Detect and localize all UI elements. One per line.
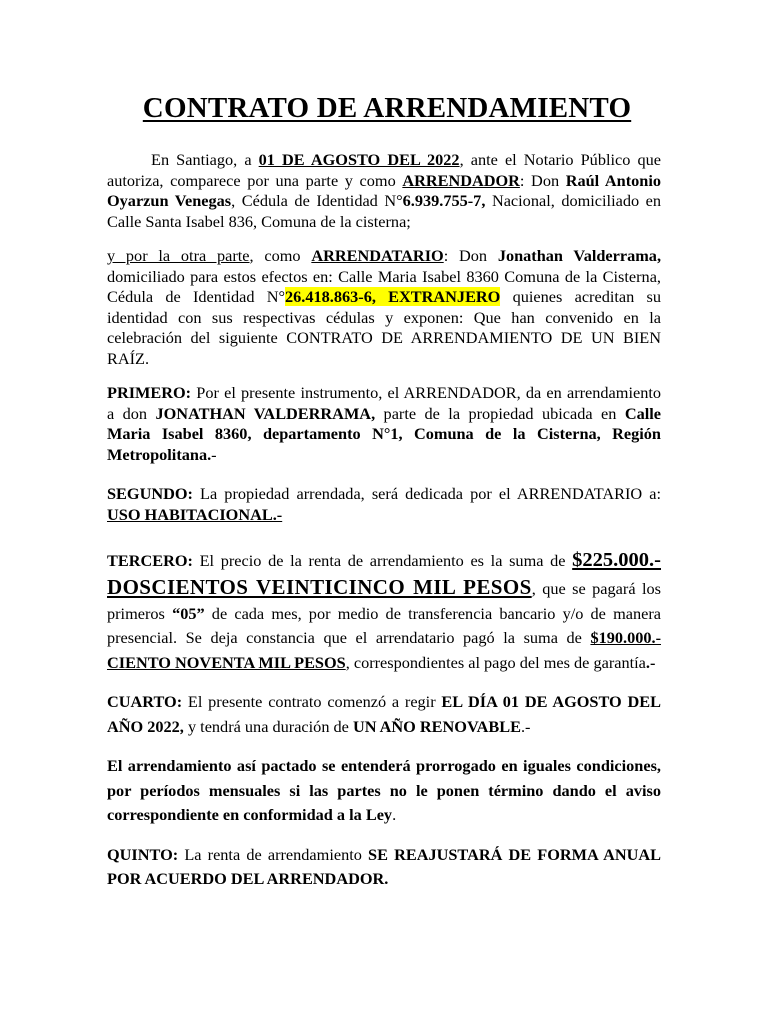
clause-tercero: TERCERO: El precio de la renta de arrendamiento es la suma de $225.000.- DOSCIENTOS VEINTICINCO MIL PESOS, que se pagará los primeros “05” de cada mes, por medio de transferencia bancario y/o de manera presencial. Se deja constancia que el arrendatario pagó la suma de $190.000.- CIENTO NOVENTA MIL PESOS, correspondientes al pago del mes de garantía.- [107, 549, 661, 672]
clause-quinto: QUINTO: La renta de arrendamiento SE REAJUSTARÁ DE FORMA ANUAL POR ACUERDO DEL ARRENDADOR. [107, 844, 662, 888]
clause-primero: PRIMERO: Por el presente instrumento, el ARRENDADOR, da en arrendamiento a don JONATHAN VALDERRAMA, parte de la propiedad ubicada en Calle Maria Isabel 8360, departamento N°1, Comuna de la Cisterna, Región Metropolitana.- [107, 383, 661, 464]
arrendatario-name: Jonathan Valderrama, [497, 246, 662, 265]
clause-segundo: SEGUNDO: La propiedad arrendada, será dedicada por el ARRENDATARIO a: USO HABITACIONAL.- [107, 484, 661, 524]
contract-page [107, 88, 661, 892]
arrendador-role: ARRENDADOR [402, 170, 520, 190]
clause-prorroga: El arrendamiento así pactado se entenderá prorrogado en iguales condiciones, por períodos mensuales si las partes no le ponen término dando el aviso correspondiente en conformidad a la Ley. [107, 756, 661, 824]
paragraph-comparecencia-arrendatario: y por la otra parte, como ARRENDATARIO: Don Jonathan Valderrama, domiciliado para estos efectos en: Calle Maria Isabel 8360 Comuna de la Cisterna, Cédula de Identidad N°26.418.863-6, EXTRANJERO quienes acreditan su identidad con sus respectivas cédulas y exponen: Que han convenido en la celebración del siguiente CONTRATO DE ARRENDAMIENTO DE UN BIEN RAÍZ. [107, 246, 662, 368]
deposit-amount: $190.000.- CIENTO NOVENTA MIL PESOS [107, 628, 661, 672]
clause-label: CUARTO: [107, 692, 183, 711]
clause-label: QUINTO: [107, 844, 179, 864]
property-use: USO HABITACIONAL.- [107, 504, 283, 524]
arrendatario-role: ARRENDATARIO [311, 246, 444, 265]
clause-cuarto: CUARTO: El presente contrato comenzó a regir EL DÍA 01 DE AGOSTO DEL AÑO 2022, y tendrá una duración de UN AÑO RENOVABLE.- [107, 692, 661, 736]
document-title: CONTRATO DE ARRENDAMIENTO [142, 92, 632, 124]
paragraph-comparecencia-arrendador: En Santiago, a 01 DE AGOSTO DEL 2022, ante el Notario Público que autoriza, comparece por una parte y como ARRENDADOR: Don Raúl Antonio Oyarzun Venegas, Cédula de Identidad N°6.939.755-7, Nacional, domiciliado en Calle Santa Isabel 836, Comuna de la cisterna; [107, 150, 662, 231]
payment-day: “05” [172, 603, 205, 623]
property-address: Calle Maria Isabel 8360, departamento N°1, Comuna de la Cisterna, Región Metropolitana. [107, 403, 661, 464]
arrendatario-rut-highlight: 26.418.863-6, EXTRANJERO [285, 287, 501, 306]
contract-start: EL DÍA 01 DE AGOSTO DEL AÑO 2022, [107, 692, 661, 736]
arrendador-rut: 6.939.755-7, [402, 191, 486, 210]
clause-label: SEGUNDO: [107, 484, 193, 503]
clause-label: PRIMERO: [107, 383, 192, 402]
arrendador-name: Raúl Antonio Oyarzun Venegas [107, 170, 661, 210]
reajuste-clause: SE REAJUSTARÁ DE FORMA ANUAL POR ACUERDO DEL ARRENDADOR. [107, 844, 662, 888]
contract-duration: UN AÑO RENOVABLE [352, 716, 521, 736]
rent-amount: $225.000.- [572, 549, 661, 571]
contract-date: 01 DE AGOSTO DEL 2022 [258, 150, 460, 169]
clause-label: TERCERO: [107, 551, 193, 570]
rent-amount-words: DOSCIENTOS VEINTICINCO MIL PESOS [107, 575, 532, 599]
